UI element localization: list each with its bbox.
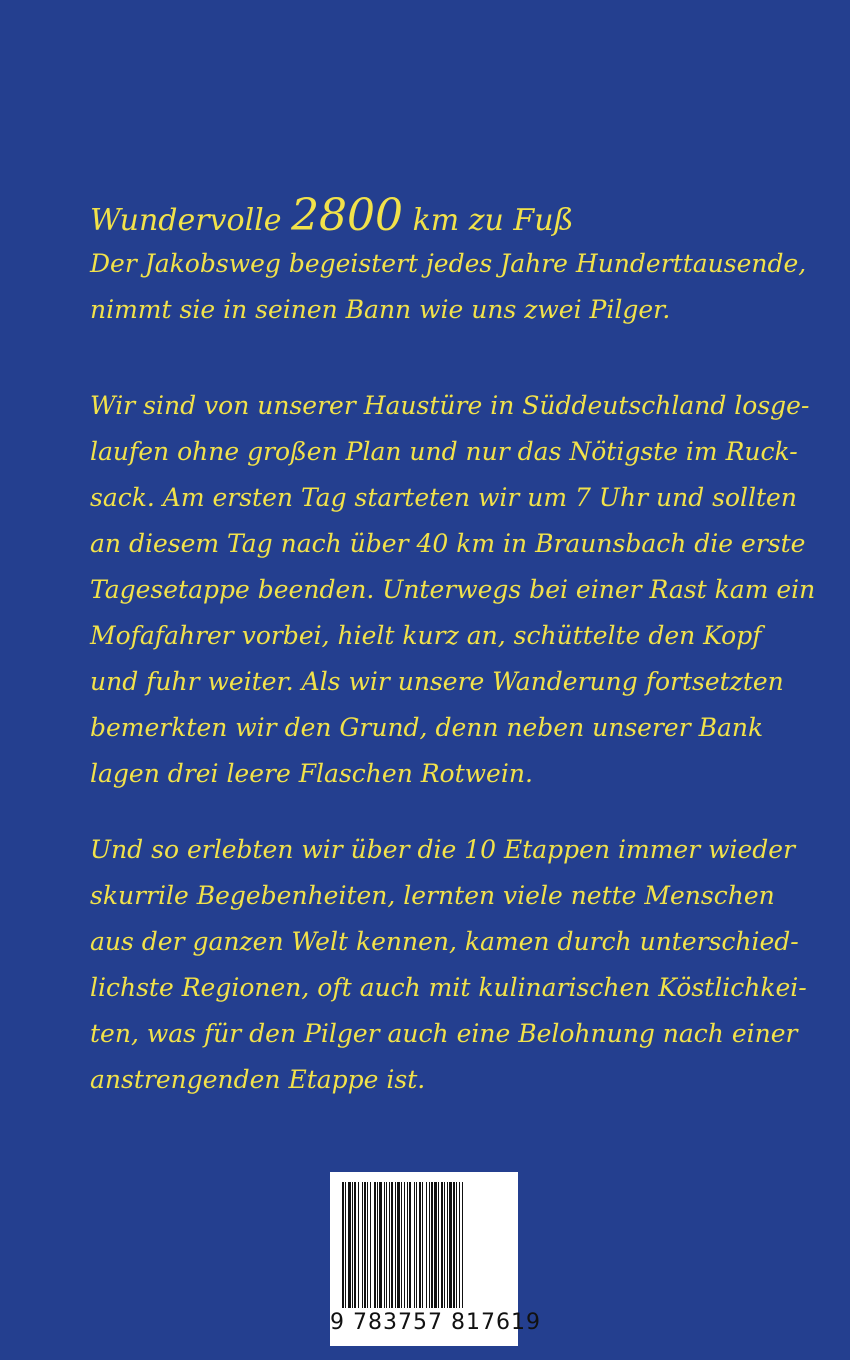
text-line: laufen ohne großen Plan und nur das Nötigste im Ruck- [90, 437, 798, 466]
barcode-bar [422, 1182, 423, 1308]
barcode-bar [391, 1182, 393, 1308]
text-line: aus der ganzen Welt kennen, kamen durch unterschied- [90, 927, 799, 956]
text-line: anstrengenden Etappe ist. [90, 1065, 426, 1094]
barcode-bar [345, 1182, 346, 1308]
barcode-bar [459, 1182, 460, 1308]
text-line: sack. Am ersten Tag starteten wir um 7 Uhr und sollten [90, 483, 797, 512]
text-line: und fuhr weiter. Als wir unsere Wanderung fortsetzten [90, 667, 784, 696]
barcode-bar [462, 1182, 463, 1308]
barcode-bar [407, 1182, 408, 1308]
barcode-bar [389, 1182, 390, 1308]
text-line: an diesem Tag nach über 40 km in Braunsbach die erste [90, 529, 806, 558]
text-line: Der Jakobsweg begeistert jedes Jahre Hunderttausende, [90, 249, 807, 278]
barcode-bar [342, 1182, 344, 1308]
barcode-bar [453, 1182, 455, 1308]
text-line: Mofafahrer vorbei, hielt kurz an, schüttelte den Kopf [90, 621, 762, 650]
barcode-bar [374, 1182, 376, 1308]
barcode-bar [377, 1182, 378, 1308]
barcode-bar [409, 1182, 411, 1308]
barcode-bar [419, 1182, 421, 1308]
title-number: 2800 [291, 190, 404, 241]
barcode-bar [431, 1182, 433, 1308]
barcode-bar [444, 1182, 445, 1308]
barcode-bar [416, 1182, 417, 1308]
barcode-bar [362, 1182, 363, 1308]
barcode-bar [364, 1182, 366, 1308]
isbn-number: 9 783757 817619 [330, 1310, 541, 1335]
barcode-bar [456, 1182, 457, 1308]
barcode-bar [367, 1182, 368, 1308]
barcode-bar [447, 1182, 448, 1308]
title-suffix: km zu Fuß [403, 203, 574, 238]
barcode-bar [429, 1182, 430, 1308]
blurb-paragraph-2 [90, 383, 816, 797]
barcode-bar [352, 1182, 353, 1308]
back-cover-title [90, 188, 574, 249]
isbn-barcode [330, 1172, 541, 1346]
barcode-bar [426, 1182, 427, 1308]
text-line: Wir sind von unserer Haustüre in Süddeutschland losge- [90, 391, 810, 420]
barcode-bar [379, 1182, 382, 1308]
barcode-bar [348, 1182, 351, 1308]
text-line: Tagesetappe beenden. Unterwegs bei einer Rast kam ein [90, 575, 816, 604]
barcode-bar [404, 1182, 405, 1308]
barcode-bar [438, 1182, 439, 1308]
barcode-bars [342, 1182, 506, 1308]
barcode-bar [395, 1182, 396, 1308]
barcode-bar [370, 1182, 371, 1308]
barcode-bar [354, 1182, 356, 1308]
text-line: ten, was für den Pilger auch eine Belohnung nach einer [90, 1019, 798, 1048]
text-line: lichste Regionen, oft auch mit kulinarischen Köstlichkei- [90, 973, 807, 1002]
text-line: skurrile Begebenheiten, lernten viele nette Menschen [90, 881, 775, 910]
blurb-paragraph-3 [90, 827, 807, 1103]
text-line: Und so erlebten wir über die 10 Etappen immer wieder [90, 835, 796, 864]
text-line: nimmt sie in seinen Bann wie uns zwei Pilger. [90, 295, 671, 324]
barcode-bar [414, 1182, 415, 1308]
barcode-bar [441, 1182, 443, 1308]
barcode-bar [449, 1182, 452, 1308]
barcode-bar [358, 1182, 359, 1308]
title-prefix: Wundervolle [90, 203, 292, 238]
text-line: lagen drei leere Flaschen Rotwein. [90, 759, 533, 788]
barcode-bar [386, 1182, 387, 1308]
text-line: bemerkten wir den Grund, denn neben unserer Bank [90, 713, 764, 742]
barcode-bar [384, 1182, 385, 1308]
barcode-bar [401, 1182, 402, 1308]
barcode-bar [434, 1182, 437, 1308]
blurb-paragraph-1 [90, 241, 807, 333]
barcode-bar [397, 1182, 400, 1308]
